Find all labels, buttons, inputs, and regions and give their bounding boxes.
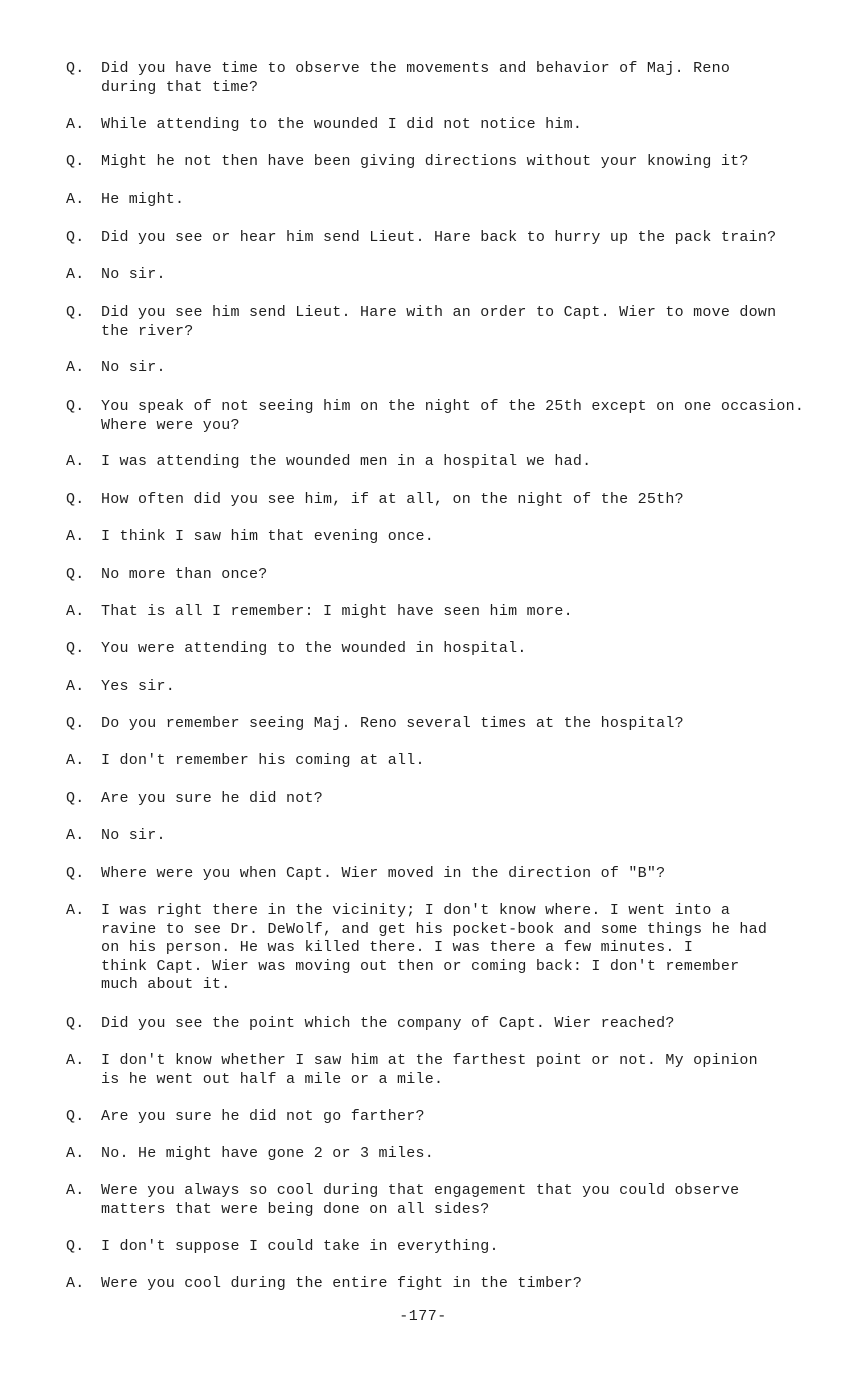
- speaker-label: Q.: [66, 640, 85, 657]
- speaker-label: A.: [66, 116, 85, 133]
- entry-text: No sir.: [101, 359, 166, 376]
- speaker-label: A.: [66, 827, 85, 844]
- entry-text: No sir.: [101, 266, 166, 283]
- entry-text: You speak of not seeing him on the night of the 25th except on one occasion. Where were you?: [101, 398, 805, 434]
- entry-text: He might.: [101, 191, 185, 208]
- speaker-label: A.: [66, 1275, 85, 1292]
- entry-text: Might he not then have been giving directions without your knowing it?: [101, 153, 749, 170]
- speaker-label: Q.: [66, 1108, 85, 1125]
- speaker-label: A.: [66, 1182, 85, 1199]
- speaker-label: A.: [66, 678, 85, 695]
- speaker-label: Q.: [66, 790, 85, 807]
- speaker-label: A.: [66, 528, 85, 545]
- speaker-label: Q.: [66, 398, 85, 415]
- speaker-label: A.: [66, 902, 85, 919]
- entry-text: No sir.: [101, 827, 166, 844]
- speaker-label: A.: [66, 1052, 85, 1069]
- entry-text: I was attending the wounded men in a hospital we had.: [101, 453, 592, 470]
- speaker-label: Q.: [66, 865, 85, 882]
- entry-text: No. He might have gone 2 or 3 miles.: [101, 1145, 435, 1162]
- entry-text: Were you cool during the entire fight in the timber?: [101, 1275, 583, 1292]
- entry-text: Did you have time to observe the movements and behavior of Maj. Reno during that time?: [101, 60, 731, 96]
- speaker-label: A.: [66, 603, 85, 620]
- entry-text: I think I saw him that evening once.: [101, 528, 435, 545]
- speaker-label: Q.: [66, 491, 85, 508]
- entry-text: Do you remember seeing Maj. Reno several times at the hospital?: [101, 715, 684, 732]
- speaker-label: A.: [66, 453, 85, 470]
- speaker-label: Q.: [66, 60, 85, 77]
- entry-text: How often did you see him, if at all, on the night of the 25th?: [101, 491, 684, 508]
- speaker-label: Q.: [66, 153, 85, 170]
- speaker-label: A.: [66, 1145, 85, 1162]
- entry-text: Are you sure he did not?: [101, 790, 324, 807]
- speaker-label: Q.: [66, 715, 85, 732]
- entry-text: While attending to the wounded I did not notice him.: [101, 116, 583, 133]
- speaker-label: A.: [66, 191, 85, 208]
- speaker-label: A.: [66, 359, 85, 376]
- speaker-label: Q.: [66, 229, 85, 246]
- entry-text: No more than once?: [101, 566, 268, 583]
- entry-text: I was right there in the vicinity; I don't know where. I went into a ravine to see Dr. DeWolf, and get his pocket-book and some things he had on his person. He was killed there. I was there a few minutes. I think Capt. Wier was moving out then or coming back: I don't remember much about it.: [101, 902, 768, 994]
- entry-text: Are you sure he did not go farther?: [101, 1108, 425, 1125]
- entry-text: You were attending to the wounded in hospital.: [101, 640, 527, 657]
- entry-text: Did you see or hear him send Lieut. Hare back to hurry up the pack train?: [101, 229, 777, 246]
- speaker-label: A.: [66, 266, 85, 283]
- entry-text: I don't remember his coming at all.: [101, 752, 425, 769]
- entry-text: Yes sir.: [101, 678, 176, 695]
- entry-text: Where were you when Capt. Wier moved in the direction of "B"?: [101, 865, 666, 882]
- speaker-label: Q.: [66, 1015, 85, 1032]
- speaker-label: A.: [66, 752, 85, 769]
- entry-text: Were you always so cool during that engagement that you could observe matters that were being done on all sides?: [101, 1182, 740, 1218]
- speaker-label: Q.: [66, 1238, 85, 1255]
- entry-text: Did you see the point which the company of Capt. Wier reached?: [101, 1015, 675, 1032]
- entry-text: That is all I remember: I might have seen him more.: [101, 603, 573, 620]
- entry-text: I don't suppose I could take in everything.: [101, 1238, 499, 1255]
- entry-text: Did you see him send Lieut. Hare with an order to Capt. Wier to move down the river?: [101, 304, 777, 340]
- page-number: -177-: [399, 1308, 447, 1325]
- speaker-label: Q.: [66, 304, 85, 321]
- entry-text: I don't know whether I saw him at the farthest point or not. My opinion is he went out half a mile or a mile.: [101, 1052, 758, 1088]
- speaker-label: Q.: [66, 566, 85, 583]
